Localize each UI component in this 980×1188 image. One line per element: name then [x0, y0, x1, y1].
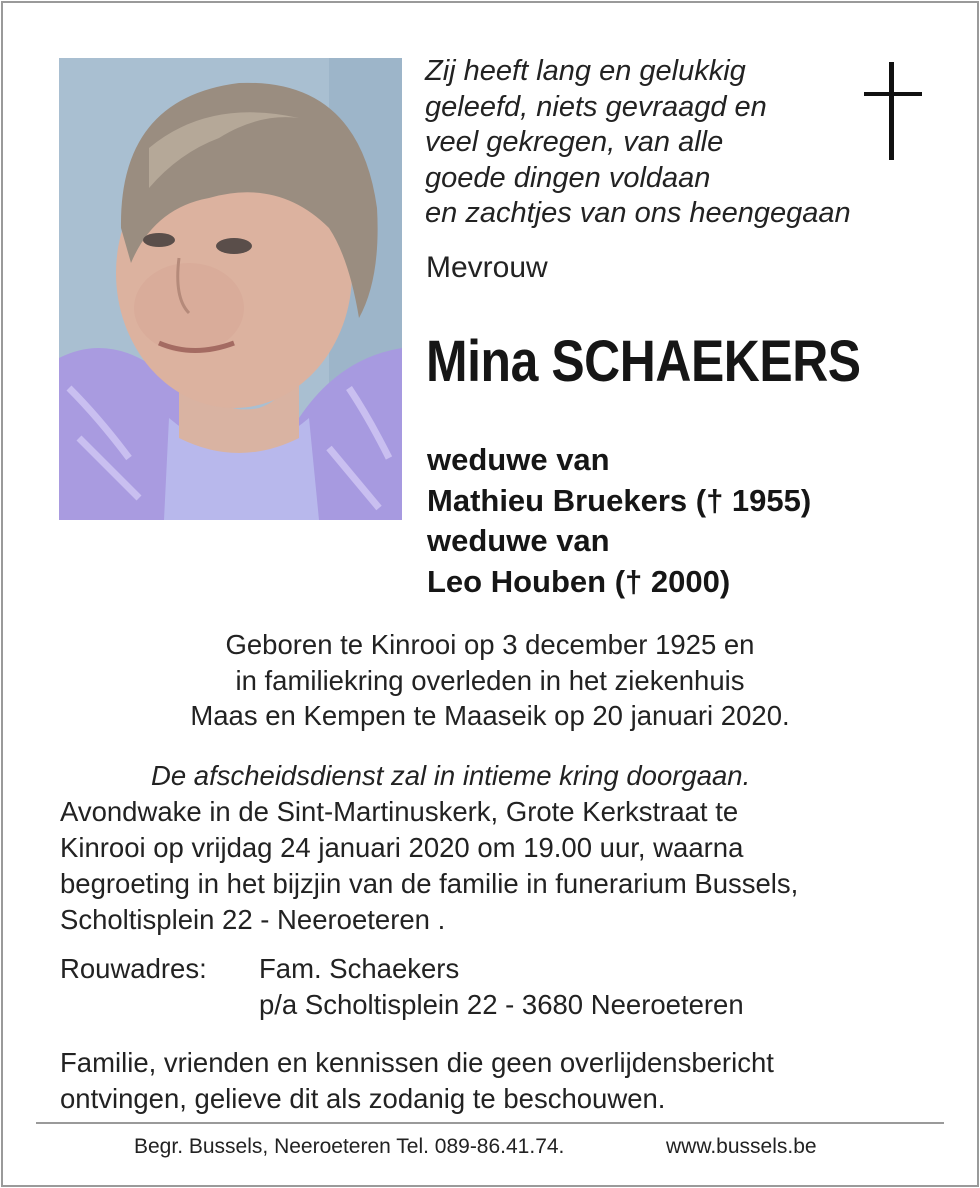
address-line-1: Fam. Schaekers	[259, 953, 460, 984]
info-line: Maas en Kempen te Maaseik op 20 januari 2020.	[190, 700, 790, 731]
verse-line: Zij heeft lang en gelukkig	[425, 55, 746, 87]
service-info	[60, 758, 940, 938]
info-line: in familiekring overleden in het ziekenhuis	[235, 664, 745, 696]
service-line: Scholtisplein 22 - Neeroeteren .	[60, 904, 446, 935]
spouse-line: Mathieu Bruekers († 1955)	[427, 482, 812, 518]
service-intro: De afscheidsdienst zal in intieme kring doorgaan.	[151, 760, 751, 791]
portrait-photo	[59, 58, 402, 520]
deceased-name: Mina SCHAEKERS	[426, 329, 861, 394]
notice	[60, 1045, 774, 1117]
verse	[425, 54, 865, 232]
verse-line: en zachtjes van ons heengegaan	[425, 197, 851, 229]
spouses	[427, 440, 811, 602]
funeral-home-info: Begr. Bussels, Neeroeteren Tel. 089-86.41.74.	[134, 1135, 565, 1158]
address-label: Rouwadres:	[60, 953, 207, 984]
honorific: Mevrouw	[426, 251, 548, 284]
birth-death-info	[0, 627, 980, 734]
address-line-2: p/a Scholtisplein 22 - 3680 Neeroeteren	[259, 989, 744, 1020]
website-link[interactable]: www.bussels.be	[666, 1135, 817, 1158]
notice-line: Familie, vrienden en kennissen die geen overlijdensbericht	[60, 1047, 774, 1078]
notice-line: ontvingen, gelieve dit als zodanig te beschouwen.	[60, 1083, 666, 1114]
footer-divider	[36, 1122, 944, 1124]
spouse-line: weduwe van	[427, 442, 610, 477]
spouse-line: Leo Houben († 2000)	[427, 563, 731, 599]
service-line: begroeting in het bijzjin van de familie in funerarium Bussels,	[60, 868, 799, 899]
service-line: Kinrooi op vrijdag 24 januari 2020 om 19.00 uur, waarna	[60, 832, 744, 863]
verse-line: goede dingen voldaan	[425, 161, 711, 194]
spouse-line: weduwe van	[427, 523, 610, 558]
verse-line: geleefd, niets gevraagd en	[425, 90, 767, 123]
service-line: Avondwake in de Sint-Martinuskerk, Grote Kerkstraat te	[60, 796, 739, 827]
cross-icon	[864, 62, 922, 160]
info-line: Geboren te Kinrooi op 3 december 1925 en	[225, 629, 755, 660]
verse-line: veel gekregen, van alle	[425, 126, 724, 158]
